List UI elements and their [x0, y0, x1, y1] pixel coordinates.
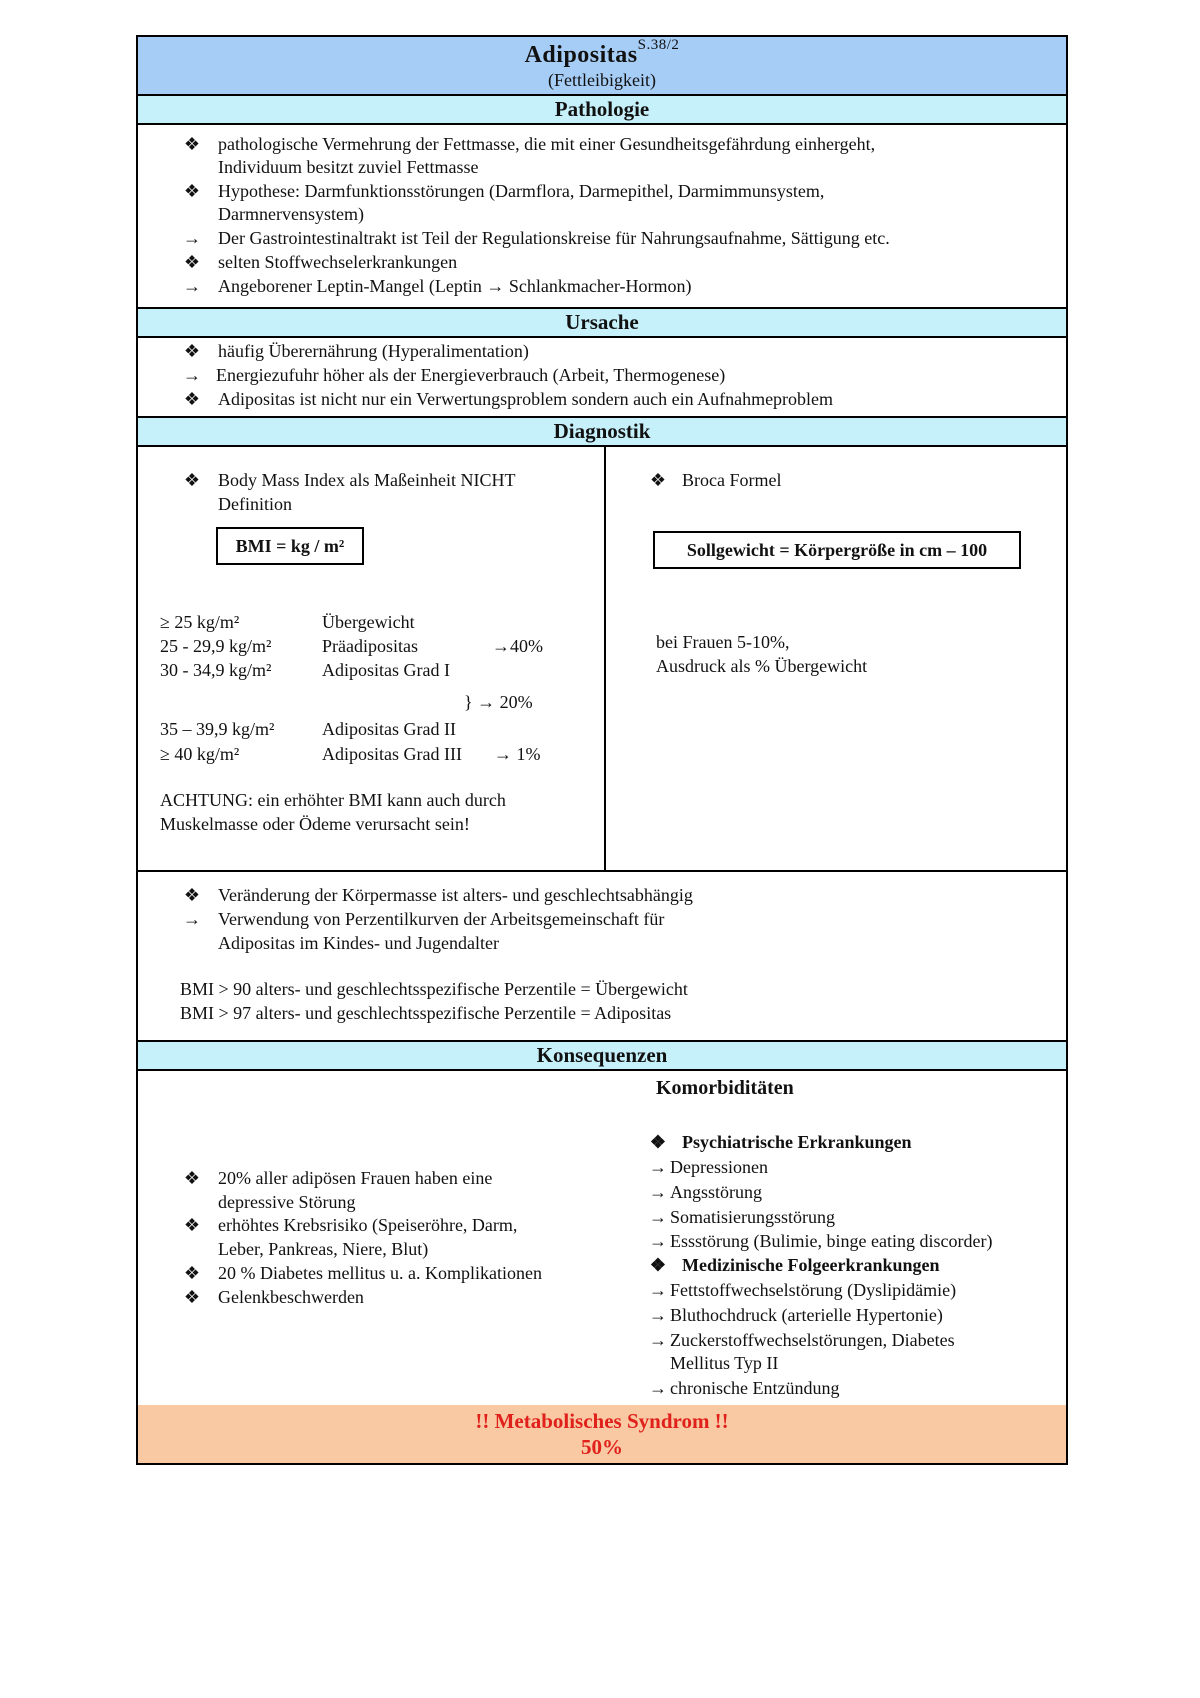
bullet-icon: ❖: [183, 134, 201, 154]
section-head-pathologie: Pathologie: [138, 96, 1066, 125]
bmi-label: Adipositas Grad III: [322, 744, 462, 764]
bmi-perzentile-rule: BMI > 97 alters- und geschlechtsspezifische Perzentile = Adipositas: [180, 1003, 672, 1023]
section-konsequenzen: Komorbiditäten ❖ 20% aller adipösen Frauen haben eine depressive Störung ❖ erhöhtes Krebsrisiko (Speiseröhre, Darm, Leber, Pankreas, Niere, Blut) ❖ 20 % Diabetes mellitus u. a. Komplikationen ❖ Gelenkbeschwerden ❖ Psychiatrische Erkrankungen → Depressionen → Angsstörung → Somatisierungsstörung → Essstörung (Bulimie, binge eating discorder) ❖ Medizinische Folgeerkrankungen → Fettstoffwechselstörung (Dyslipidämie) → Bluthochdruck (arterielle Hypertonie) → Zuckerstoffwechselstörungen, Diabetes Mellitus Typ II → chronische Entzündung: [183, 1077, 993, 1398]
bullet-icon: ❖: [183, 341, 201, 361]
section-pathologie: ❖ pathologische Vermehrung der Fettmasse, die mit einer Gesundheitsgefährdung einhergeht, Individuum besitzt zuviel Fettmasse ❖ Hypothese: Darmfunktionsstörungen (Darmflora, Darmepithel, Darmimmunsystem, Darmnervensystem) → Der Gastrointestinaltrakt ist Teil der Regulationskreise für Nahrungsaufnahme, Sättigung etc. ❖ selten Stoffwechselerkrankungen → Angeborener Leptin-Mangel (Leptin → Schlankmacher-Hormon): [138, 125, 1066, 309]
bullet-icon: ❖: [183, 181, 201, 201]
arrow-right-icon: →: [183, 276, 201, 296]
title-text: Adipositas: [524, 42, 638, 68]
komorbiditaeten-title: Komorbiditäten: [656, 1077, 794, 1099]
bullet-icon: ❖: [183, 885, 201, 905]
arrow-right-icon: →: [649, 1330, 667, 1350]
arrow-right-icon: →: [649, 1378, 667, 1398]
bmi-percent: → 1%: [494, 744, 541, 764]
section-diagnostik-perzentile: ❖ Veränderung der Körpermasse ist alters- und geschlechtsabhängig → Verwendung von Perzentilkurven der Arbeitsgemeinschaft für Adipositas im Kindes- und Jugendalter BMI > 90 alters- und geschlechtsspezifische Perzentile = Übergewicht BMI > 97 alters- und geschlechtsspezifische Perzentile = Adipositas: [138, 872, 1066, 1042]
section-diagnostik-bmi: ❖ Body Mass Index als Maßeinheit NICHT Definition BMI = kg / m² ≥ 25 kg/m² Übergewicht 25 - 29,9 kg/m² Präadipositas →40% 30 - 34,9 kg/m² Adipositas Grad I } → 20% 35 – 39,9 kg/m² Adipositas Grad II ≥ 40 kg/m² Adipositas Grad III → 1% ACHTUNG: ein erhöhter BMI kann auch durch Muskelmasse oder Ödeme verursacht sein! ❖ Broca Formel Sollgewicht = Körpergröße in cm – 100 bei Frauen 5-10%, Ausdruck als % Übergewicht: [138, 447, 1066, 872]
bullet-icon: ❖: [183, 1168, 201, 1188]
bullet-icon: ❖: [183, 470, 201, 490]
bmi-range: ≥ 40 kg/m²: [160, 744, 240, 764]
section-ursache: ❖ häufig Überernährung (Hyperalimentation) → Energiezufuhr höher als der Energieverbrauch (Arbeit, Thermogenese) ❖ Adipositas ist nicht nur ein Verwertungsproblem sondern auch ein Aufnahmeproblem: [138, 338, 1066, 418]
bullet-icon: ❖: [183, 1263, 201, 1283]
bullet-icon: ❖: [183, 1215, 201, 1235]
bmi-label: Adipositas Grad I: [322, 660, 450, 680]
bmi-label: Übergewicht: [322, 612, 415, 632]
broca-formula-box: Sollgewicht = Körpergröße in cm – 100: [653, 531, 1021, 569]
page-title: [138, 37, 1066, 69]
bmi-formula-box: BMI = kg / m²: [216, 527, 364, 565]
bmi-perzentile-rule: BMI > 90 alters- und geschlechtsspezifische Perzentile = Übergewicht: [180, 979, 688, 999]
bmi-label: Adipositas Grad II: [322, 719, 456, 739]
warning-text: Muskelmasse oder Ödeme verursacht sein!: [160, 814, 470, 834]
bullet-icon: ❖: [649, 1255, 667, 1275]
bmi-range: 35 – 39,9 kg/m²: [160, 719, 275, 739]
arrow-right-icon: →: [183, 909, 201, 929]
bullet-icon: ❖: [183, 389, 201, 409]
page-reference: S.38/2: [637, 37, 680, 53]
syndrom-percent: 50%: [581, 1435, 623, 1459]
adipositas-sheet: [136, 35, 1068, 1465]
page-subtitle: (Fettleibigkeit): [548, 70, 656, 90]
broca-note: Ausdruck als % Übergewicht: [656, 656, 868, 676]
bmi-percent: →40%: [492, 636, 543, 656]
brace-percent: } → 20%: [464, 692, 533, 712]
section-head-ursache: Ursache: [138, 309, 1066, 338]
syndrom-title: !! Metabolisches Syndrom !!: [475, 1409, 729, 1433]
metabolic-syndrome-banner: [138, 1405, 1066, 1463]
bmi-label: Präadipositas: [322, 636, 418, 656]
bullet-icon: ❖: [183, 252, 201, 272]
arrow-right-icon: →: [649, 1280, 667, 1300]
bmi-range: 25 - 29,9 kg/m²: [160, 636, 272, 656]
section-head-diagnostik: Diagnostik: [138, 418, 1066, 447]
arrow-right-icon: →: [649, 1231, 667, 1251]
arrow-right-icon: →: [183, 365, 201, 385]
section-head-konsequenzen: Konsequenzen: [138, 1042, 1066, 1071]
broca-note: bei Frauen 5-10%,: [656, 632, 790, 652]
bullet-icon: ❖: [649, 1132, 667, 1152]
bullet-icon: ❖: [183, 1287, 201, 1307]
arrow-right-icon: →: [649, 1207, 667, 1227]
column-divider: [604, 447, 606, 870]
arrow-right-icon: →: [649, 1157, 667, 1177]
arrow-right-icon: →: [183, 228, 201, 248]
arrow-right-icon: →: [649, 1305, 667, 1325]
warning-text: ACHTUNG: ein erhöhter BMI kann auch durch: [160, 790, 506, 810]
arrow-right-icon: →: [649, 1182, 667, 1202]
bmi-range: ≥ 25 kg/m²: [160, 612, 240, 632]
bmi-range: 30 - 34,9 kg/m²: [160, 660, 272, 680]
title-band: [138, 37, 1066, 96]
bullet-icon: ❖: [649, 470, 667, 490]
